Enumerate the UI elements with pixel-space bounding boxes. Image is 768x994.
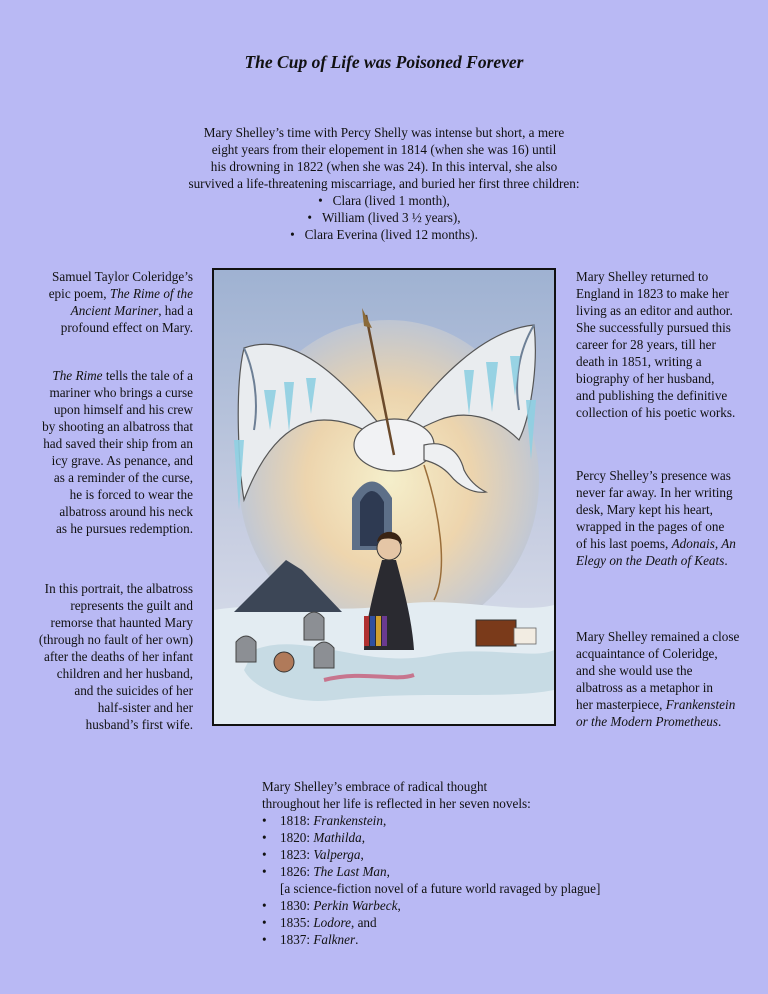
text-line: wrapped in the pages of one	[576, 519, 725, 534]
poem-title: The Rime of the	[109, 286, 193, 301]
text-run: .	[717, 714, 722, 729]
text-line: throughout her life is reflected in her seven novels:	[262, 796, 531, 811]
poem-title: Adonais, An	[671, 536, 736, 551]
text-run: , and	[350, 915, 377, 930]
poem-title: Ancient Mariner	[70, 303, 159, 318]
text-line: biography of her husband,	[576, 371, 715, 386]
page-title: The Cup of Life was Poisoned Forever	[244, 52, 524, 72]
poem-title: Elegy on the Death of Keats	[576, 553, 725, 568]
text-run: ,	[397, 898, 401, 913]
intro-line: his drowning in 1822 (when she was 24). In this interval, she also	[210, 159, 558, 174]
text-line: (through no fault of her own)	[38, 632, 193, 647]
text-line: albatross around his neck	[59, 504, 193, 519]
children-list	[150, 192, 618, 243]
text-line	[576, 696, 761, 713]
text-line: never far away. In her writing	[576, 485, 733, 500]
text-line: children and her husband,	[56, 666, 193, 681]
text-line: had saved their ship from an	[43, 436, 193, 451]
text-line: living as an editor and author.	[576, 303, 733, 318]
text-run: ,	[386, 864, 390, 879]
intro-line: Mary Shelley’s time with Percy Shelly was intense but short, a mere	[203, 125, 565, 140]
child-item: • Clara (lived 1 month),	[150, 192, 618, 209]
novel-title: Lodore	[313, 915, 351, 930]
poem-title: The Rime	[52, 368, 103, 383]
text-line: and she would use the	[576, 663, 693, 678]
albatross-portrait-painting	[212, 268, 556, 726]
left-paragraph-portrait	[8, 580, 193, 733]
novel-title: Valperga	[313, 847, 361, 862]
text-line: collection of his poetic works.	[576, 405, 736, 420]
text-line	[576, 713, 761, 730]
text-line: and the suicides of her	[74, 683, 193, 698]
novel-item	[262, 931, 682, 948]
text-line: after the deaths of her infant	[43, 649, 193, 664]
intro-line: eight years from their elopement in 1814 (when she was 16) until	[211, 142, 557, 157]
novel-item	[262, 914, 682, 931]
novel-item	[262, 897, 682, 914]
text-run: ,	[382, 813, 387, 828]
child-item: • Clara Everina (lived 12 months).	[150, 226, 618, 243]
novel-year: 1837:	[280, 932, 314, 947]
novel-title: Perkin Warbeck	[313, 898, 398, 913]
text-line: Mary Shelley returned to	[576, 269, 709, 284]
text-line: desk, Mary kept his heart,	[576, 502, 713, 517]
novels-section	[262, 778, 682, 948]
novel-title: Frankenstein	[313, 813, 383, 828]
novel-item	[262, 829, 682, 846]
text-line: profound effect on Mary.	[60, 320, 193, 335]
text-run: of his last poems,	[576, 536, 672, 551]
child-item: • William (lived 3 ½ years),	[150, 209, 618, 226]
novel-year: 1835:	[280, 915, 314, 930]
text-line: remorse that haunted Mary	[50, 615, 193, 630]
text-line: acquaintance of Coleridge,	[576, 646, 718, 661]
text-line: death in 1851, writing a	[576, 354, 702, 369]
text-line: icy grave. As penance, and	[51, 453, 193, 468]
intro-line: survived a life-threatening miscarriage, and buried her first three children:	[188, 176, 580, 191]
novels-list-continued	[262, 897, 682, 948]
text-run: tells the tale of a	[102, 368, 193, 383]
left-paragraph-coleridge	[8, 268, 193, 336]
text-run: , had a	[158, 303, 193, 318]
text-run: .	[724, 553, 728, 568]
text-line: She successfully pursued this	[576, 320, 731, 335]
novel-note: [a science-fiction novel of a future world ravaged by plague]	[280, 881, 601, 896]
novel-year: 1830:	[280, 898, 314, 913]
text-line	[8, 302, 193, 319]
novel-title: The Last Man	[313, 864, 387, 879]
novel-title: Mathilda	[313, 830, 362, 845]
text-line: mariner who brings a curse	[49, 385, 193, 400]
intro-paragraph	[150, 124, 618, 243]
right-paragraph-career	[576, 268, 761, 421]
text-line: represents the guilt and	[70, 598, 193, 613]
text-line: husband’s first wife.	[85, 717, 193, 732]
novel-year: 1826:	[280, 864, 314, 879]
novel-title: Falkner	[313, 932, 356, 947]
text-line: he is forced to wear the	[69, 487, 193, 502]
text-line: England in 1823 to make her	[576, 286, 729, 301]
text-line: Mary Shelley remained a close	[576, 629, 740, 644]
text-line	[576, 535, 761, 552]
text-line	[8, 285, 193, 302]
novel-title: or the Modern Prometheus	[576, 714, 718, 729]
text-run: her masterpiece,	[576, 697, 666, 712]
novel-item	[262, 863, 682, 880]
novel-year: 1823:	[280, 847, 314, 862]
text-run: ,	[360, 847, 364, 862]
right-paragraph-frankenstein	[576, 628, 761, 730]
text-line: and publishing the definitive	[576, 388, 728, 403]
text-line: Percy Shelley’s presence was	[576, 468, 731, 483]
text-run: .	[355, 932, 359, 947]
text-line: as he pursues redemption.	[56, 521, 193, 536]
novels-list	[262, 812, 682, 880]
novel-title: Frankenstein	[665, 697, 736, 712]
text-line: as a reminder of the curse,	[53, 470, 193, 485]
text-line: career for 28 years, till her	[576, 337, 716, 352]
text-line: In this portrait, the albatross	[44, 581, 193, 596]
text-line: upon himself and his crew	[53, 402, 193, 417]
novel-year: 1820:	[280, 830, 314, 845]
text-line	[576, 552, 761, 569]
text-line: by shooting an albatross that	[42, 419, 193, 434]
text-line	[8, 367, 193, 384]
text-run: ,	[361, 830, 365, 845]
text-line: Mary Shelley’s embrace of radical thought	[262, 779, 488, 794]
novel-item	[262, 812, 682, 829]
left-paragraph-rime	[8, 367, 193, 537]
novel-item	[262, 846, 682, 863]
text-line: half-sister and her	[97, 700, 193, 715]
text-run: epic poem,	[48, 286, 110, 301]
text-line: Samuel Taylor Coleridge’s	[52, 269, 193, 284]
novel-year: 1818:	[280, 813, 314, 828]
text-line: albatross as a metaphor in	[576, 680, 713, 695]
right-paragraph-percy	[576, 467, 761, 569]
